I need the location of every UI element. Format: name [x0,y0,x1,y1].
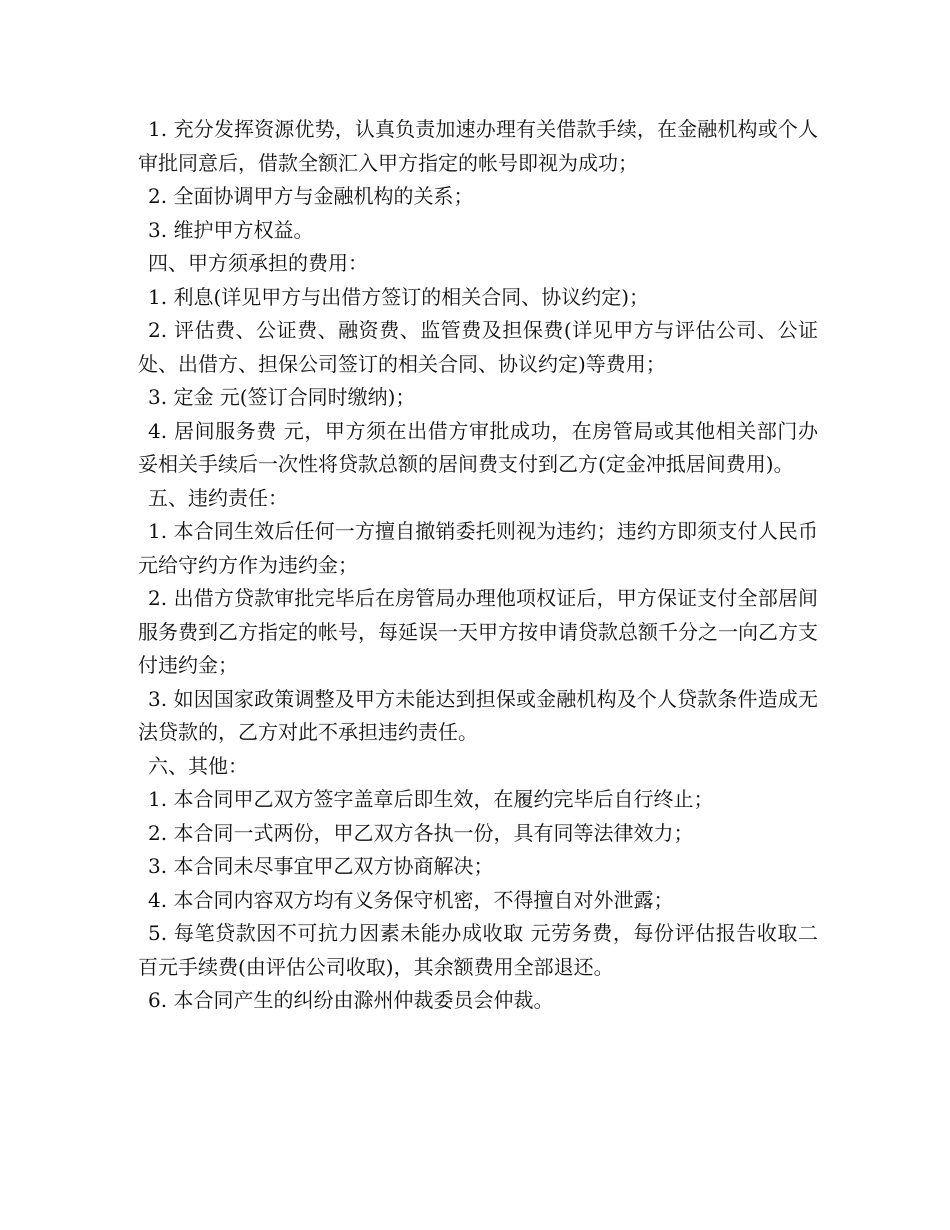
document-body [138,113,818,1018]
clause-service-2: 2. 全面协调甲方与金融机构的关系； [148,184,474,208]
clause-service-1: 1. 充分发挥资源优势，认真负责加速办理有关借款手续，在金融机构或个人审批同意后，借款全额汇入甲方指定的帐号即视为成功； [138,117,818,175]
clause-fees-4: 4. 居间服务费 元，甲方须在出借方审批成功，在房管局或其他相关部门办妥相关手续后一次性将贷款总额的居间费支付到乙方(定金冲抵居间费用)。 [138,418,818,476]
clause-fees-2: 2. 评估费、公证费、融资费、监管费及担保费(详见甲方与评估公司、公证处、出借方、担保公司签订的相关合同、协议约定)等费用； [138,318,818,376]
clause-other-5: 5. 每笔贷款因不可抗力因素未能办成收取 元劳务费，每份评估报告收取二百元手续费(由评估公司收取)，其余额费用全部退还。 [138,921,818,979]
clause-liability-1: 1. 本合同生效后任何一方擅自撤销委托则视为违约；违约方即须支付人民币 元给守约方作为违约金； [138,519,818,577]
clause-other-1: 1. 本合同甲乙双方签字盖章后即生效，在履约完毕后自行终止； [148,787,714,811]
clause-other-6: 6. 本合同产生的纠纷由滁州仲裁委员会仲裁。 [148,988,554,1012]
section-heading-other: 六、其他： [148,753,248,778]
clause-other-4: 4. 本合同内容双方均有义务保守机密，不得擅自对外泄露； [148,887,674,912]
clause-other-2: 2. 本合同一式两份，甲乙双方各执一份，具有同等法律效力； [148,820,694,845]
clause-fees-3: 3. 定金 元(签订合同时缴纳)； [148,385,416,409]
section-heading-liability: 五、违约责任： [148,485,288,510]
clause-liability-2: 2. 出借方贷款审批完毕后在房管局办理他项权证后，甲方保证支付全部居间服务费到乙方指定的帐号，每延误一天甲方按申请贷款总额千分之一向乙方支付违约金； [138,586,818,677]
clause-other-3: 3. 本合同未尽事宜甲乙双方协商解决； [148,854,494,878]
section-heading-fees: 四、甲方须承担的费用： [148,251,368,275]
clause-fees-1: 1. 利息(详见甲方与出借方签订的相关合同、协议约定)； [148,284,650,309]
clause-liability-3: 3. 如因国家政策调整及甲方未能达到担保或金融机构及个人贷款条件造成无法贷款的，乙方对此不承担违约责任。 [138,686,818,744]
clause-service-3: 3. 维护甲方权益。 [148,217,314,242]
